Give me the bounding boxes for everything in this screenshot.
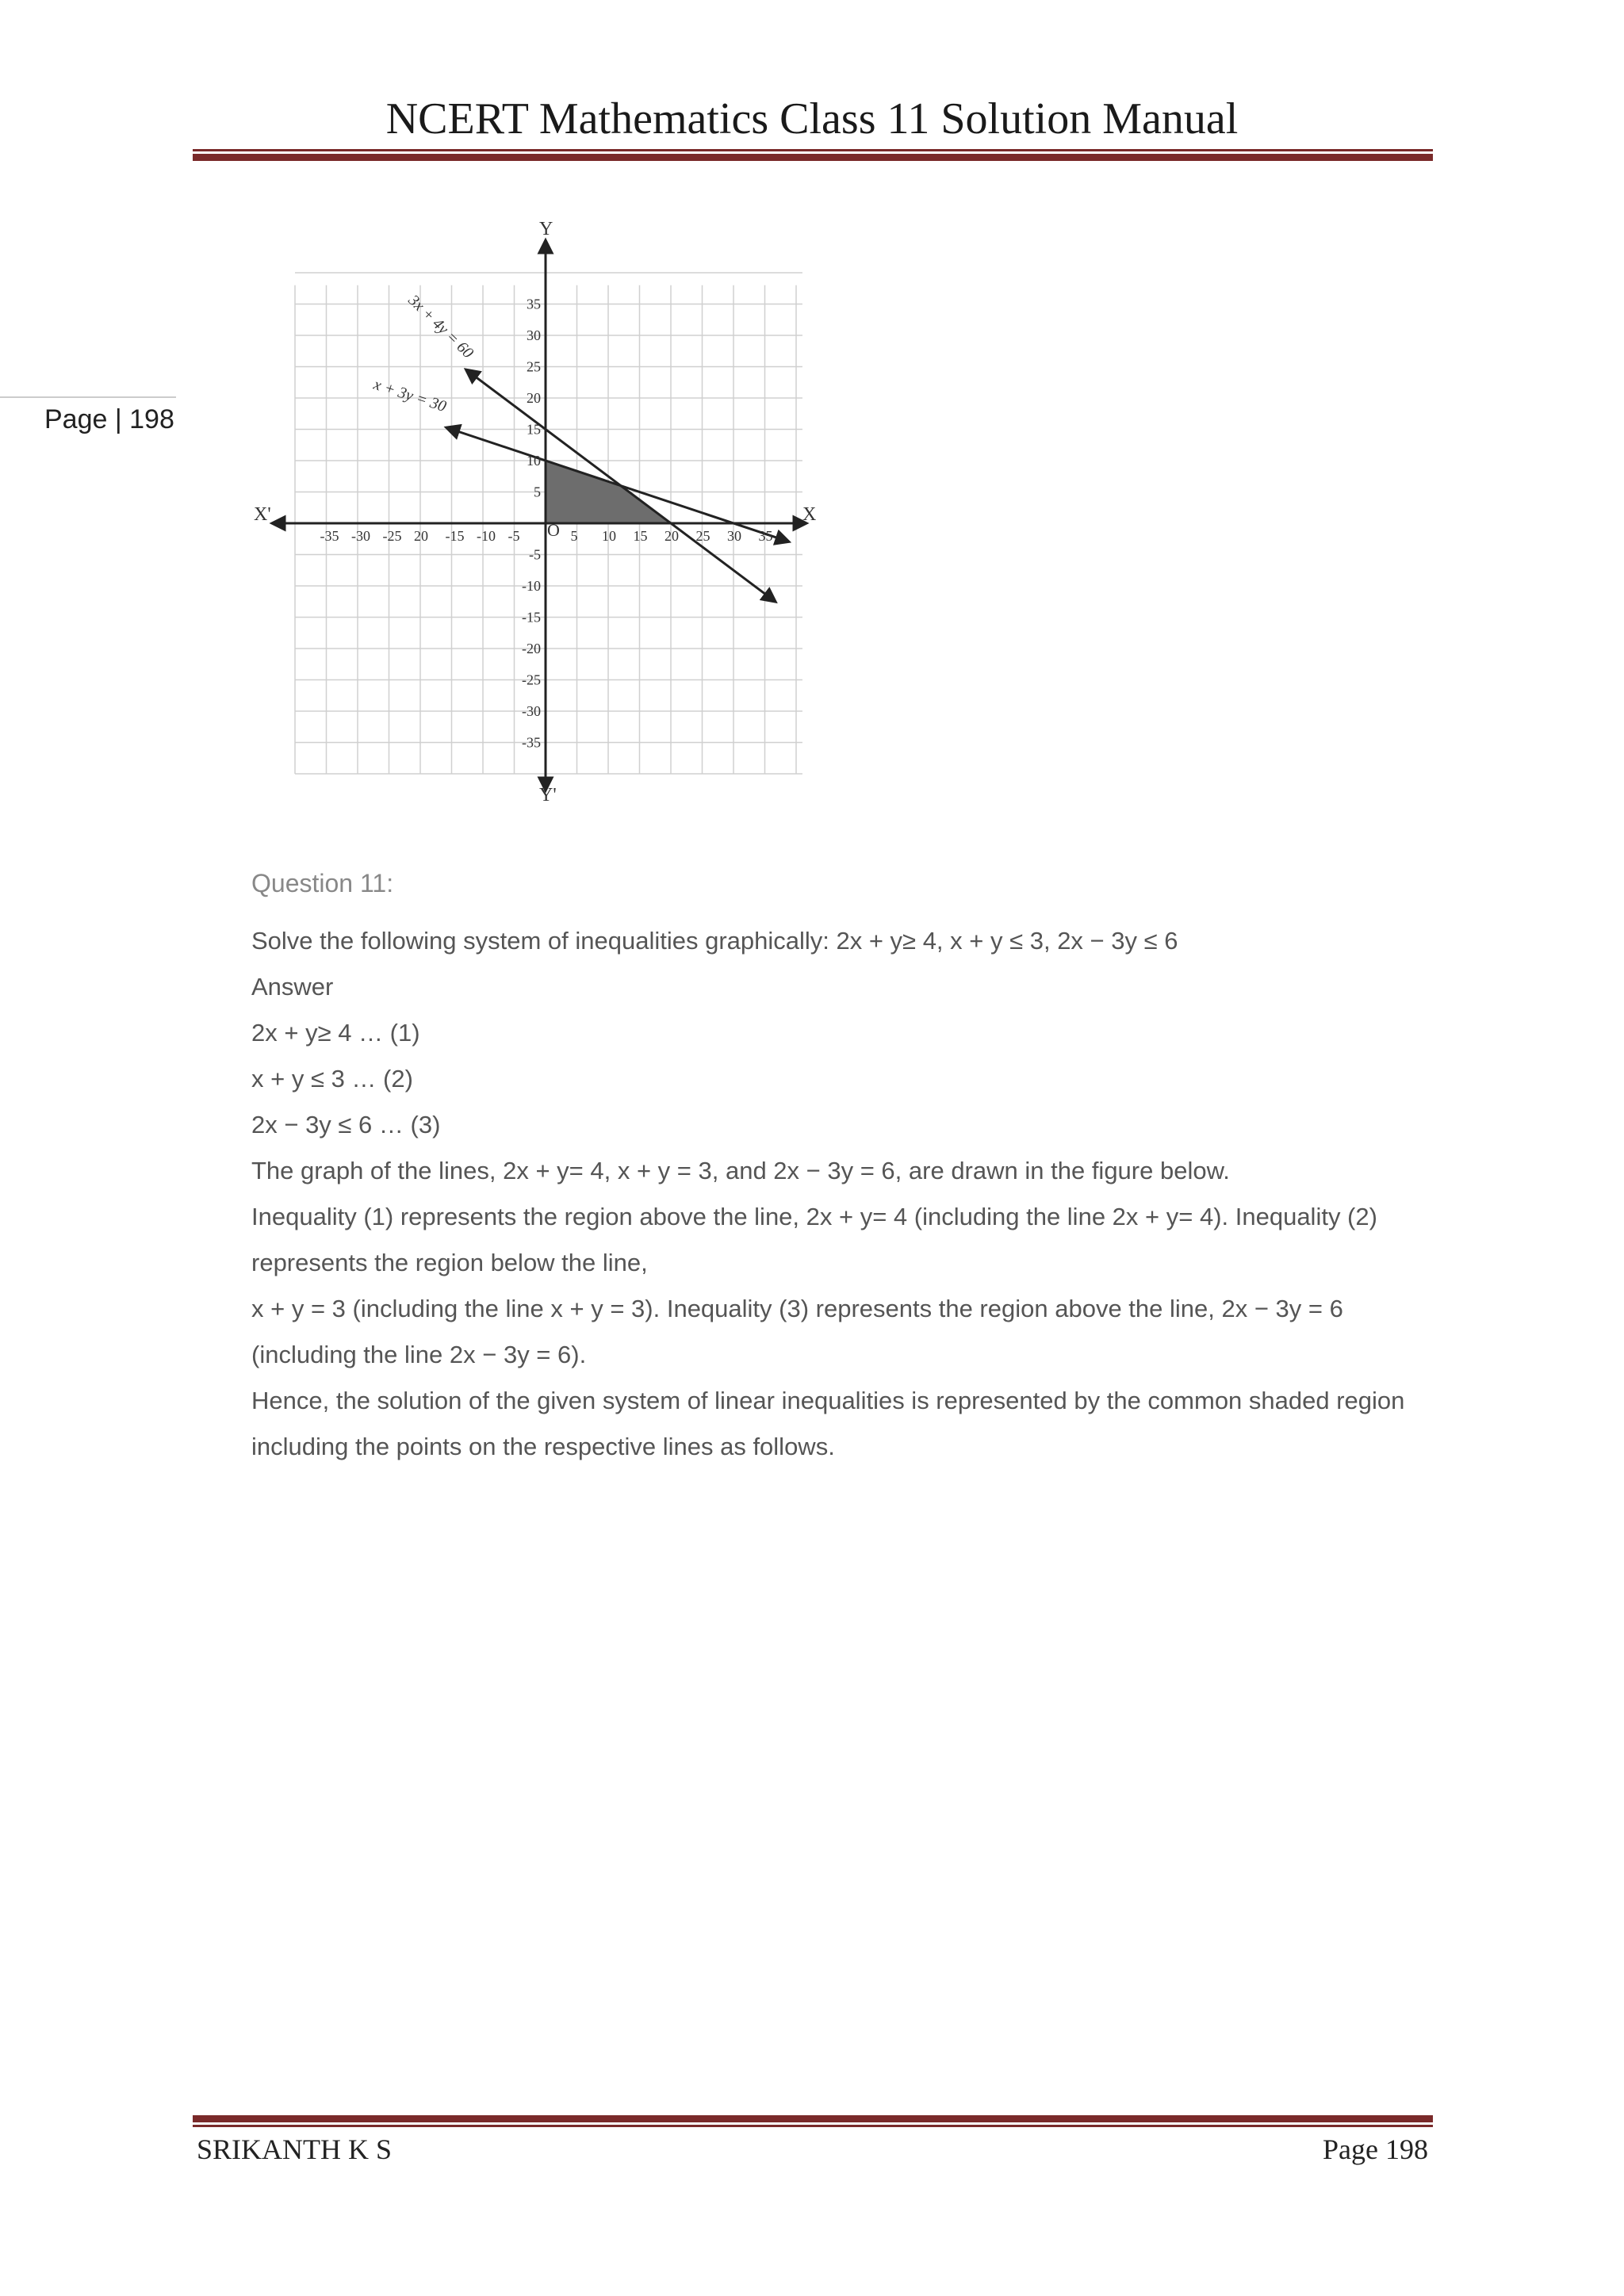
y-neg-axis-label: Y'	[539, 785, 557, 806]
y-tick-label: 20	[527, 390, 541, 406]
x-tick-label: -35	[320, 528, 339, 544]
footer-rule-thick	[193, 2115, 1433, 2122]
x-tick-label: -10	[477, 528, 496, 544]
x-tick-label: 25	[695, 528, 710, 544]
inequality-graph	[246, 214, 817, 817]
y-axis-label: Y	[539, 219, 553, 239]
origin-label: O	[547, 520, 560, 540]
y-tick-label: -25	[522, 672, 541, 688]
sidebar-page-label: Page | 198	[44, 404, 174, 434]
answer-label: Answer	[251, 973, 334, 1001]
y-tick-label: -35	[522, 734, 541, 751]
y-tick-label: -20	[522, 641, 541, 656]
question-title: Question 11:	[251, 869, 394, 897]
x-neg-axis-label: X'	[254, 504, 271, 525]
footer-rule-thin	[193, 2125, 1433, 2127]
line-label-3x-4y-60: 3x + 4y = 60	[404, 291, 477, 362]
footer-page-number: Page 198	[1323, 2133, 1428, 2165]
x-tick-label: -25	[382, 528, 402, 544]
y-tick-label: 10	[527, 453, 541, 469]
inequality-2: x + y ≤ 3 … (2)	[251, 1065, 413, 1093]
y-tick-label: 15	[527, 421, 541, 438]
y-tick-label: 5	[534, 484, 541, 500]
x-tick-label: -5	[508, 528, 520, 544]
solution-conclusion: Hence, the solution of the given system of linear inequalities is represented by the common shaded region including the points on the respective lines as follows.	[251, 1387, 1405, 1460]
x-tick-label: 10	[602, 528, 616, 544]
sidebar-divider	[0, 396, 176, 398]
x-tick-label: -30	[351, 528, 370, 544]
line-label-x-3y-30: x + 3y = 30	[371, 375, 449, 416]
inequality-1: 2x + y≥ 4 … (1)	[251, 1019, 420, 1047]
y-tick-label: -5	[529, 546, 541, 563]
inequality-explanation-a: Inequality (1) represents the region above the line, 2x + y= 4 (including the line 2x + y= 4). Inequality (2) represents the region below the line,	[251, 1203, 1377, 1276]
x-tick-label: 15	[633, 528, 648, 544]
x-tick-label: 20	[414, 528, 428, 544]
question-statement: Solve the following system of inequalities graphically: 2x + y≥ 4, x + y ≤ 3, 2x − 3y ≤ 6	[251, 927, 1178, 955]
y-tick-label: 35	[527, 296, 541, 312]
y-tick-label: 30	[527, 327, 541, 343]
y-tick-label: 25	[527, 358, 541, 375]
header-rule-thin	[193, 149, 1433, 151]
x-tick-label: 30	[727, 528, 741, 544]
x-axis-label: X	[802, 504, 817, 525]
footer-author: SRIKANTH K S	[197, 2133, 393, 2165]
page-header-title: NCERT Mathematics Class 11 Solution Manual	[385, 94, 1239, 144]
graph-description: The graph of the lines, 2x + y= 4, x + y = 3, and 2x − 3y = 6, are drawn in the figure below.	[251, 1157, 1230, 1184]
inequality-explanation-b: x + y = 3 (including the line x + y = 3). Inequality (3) represents the region above the line, 2x − 3y = 6 (including the line 2x − 3y = 6).	[251, 1295, 1343, 1368]
y-tick-label: -15	[522, 609, 541, 626]
y-tick-label: -30	[522, 703, 541, 719]
x-tick-label: -15	[445, 528, 465, 544]
y-tick-label: -10	[522, 578, 541, 594]
header-rule-thick	[193, 154, 1433, 161]
inequality-3: 2x − 3y ≤ 6 … (3)	[251, 1111, 441, 1138]
question-content	[251, 864, 1417, 1470]
x-tick-label: 5	[570, 528, 578, 544]
x-tick-label: 35	[758, 528, 773, 544]
x-tick-label: 20	[665, 528, 679, 544]
